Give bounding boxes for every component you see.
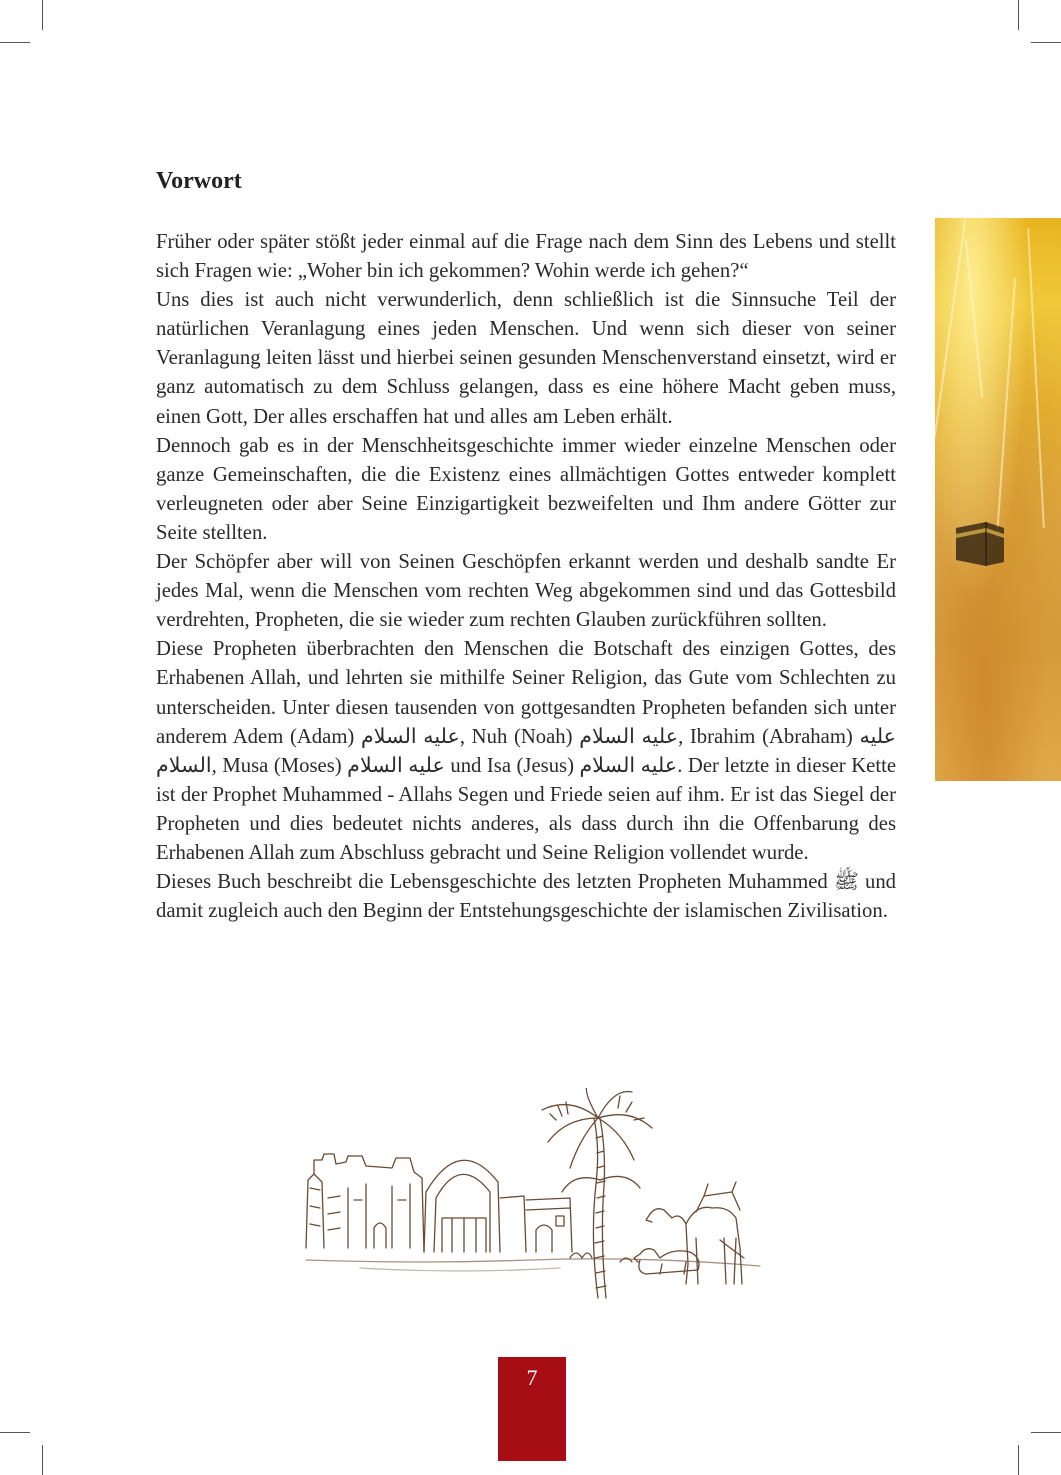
crop-mark xyxy=(1018,1445,1019,1475)
body-text xyxy=(156,228,896,926)
crop-mark xyxy=(1031,1432,1061,1433)
paragraph: Dennoch gab es in der Menschheitsgeschichte immer wieder einzelne Menschen oder ganze Gemeinschaften, die die Existenz eines allmächtigen Gottes entweder komplett verleugneten oder aber Seine Einzigartigkeit bezweifelten und Ihm andere Götter zur Seite stellten. xyxy=(156,434,896,544)
crop-mark xyxy=(1018,0,1019,30)
light-streak xyxy=(1027,228,1045,528)
crop-mark xyxy=(1031,42,1061,43)
paragraph: Dieses Buch beschreibt die Lebensgeschichte des letzten Propheten Muhammed ﷺ und damit zugleich auch den Beginn der Entstehungsgeschichte der islamischen Zivilisation. xyxy=(156,871,896,923)
paragraph: Früher oder später stößt jeder einmal auf die Frage nach dem Sinn des Lebens und stellt sich Fragen wie: „Woher bin ich gekommen? Wohin werde ich gehen?“ xyxy=(156,231,896,283)
page-title: Vorwort xyxy=(156,168,242,194)
crop-mark xyxy=(42,0,43,30)
light-streak xyxy=(996,278,1016,538)
paragraph: Uns dies ist auch nicht verwunderlich, denn schließlich ist die Sinnsuche Teil der natürlichen Veranlagung eines jeden Menschen. Und wenn sich dieser von seiner Veranlagung leiten lässt und hierbei seinen gesunden Menschenverstand einsetzt, wird er ganz automatisch zu dem Schluss gelangen, dass es eine höhere Macht geben muss, einen Gott, Der alles erschaffen hat und alles am Leben erhält. xyxy=(156,289,896,428)
paragraph: Der Schöpfer aber will von Seinen Geschöpfen erkannt werden und deshalb sandte Er jedes Mal, wenn die Menschen vom rechten Weg abgekommen sind und das Gottesbild verdrehten, Propheten, die sie wieder zum rechten Glauben zurückführen sollten. xyxy=(156,551,896,632)
crop-mark xyxy=(0,1432,30,1433)
crop-mark xyxy=(0,42,30,43)
desert-ruins-sketch-illustration xyxy=(300,1088,770,1310)
kaaba-icon xyxy=(952,520,1006,566)
crop-mark xyxy=(42,1445,43,1475)
page-number-box xyxy=(498,1357,566,1461)
paragraph: Diese Propheten überbrachten den Menschen die Botschaft des einzigen Gottes, des Erhabenen Allah, und lehrten sie mithilfe Seiner Religion, das Gute vom Schlechten zu unterscheiden. Unter diesen tausenden von gottgesandten Propheten befanden sich unter anderem Adem (Adam) عليه السلام, Nuh (Noah) عليه السلام, Ibrahim (Abraham) عليه السلام, Musa (Moses) عليه السلام und Isa (Jesus) عليه السلام. Der letzte in dieser Kette ist der Prophet Muhammed - Allahs Segen und Friede seien auf ihm. Er ist das Siegel der Propheten und dies bedeutet nichts anderes, als dass durch ihn die Offenbarung des Erhabenen Allah zum Abschluss gebracht und Seine Religion vollendet wurde. xyxy=(156,638,897,864)
light-streak xyxy=(965,238,984,397)
page-number: 7 xyxy=(526,1365,538,1390)
golden-kaaba-strip-image xyxy=(935,218,1061,781)
light-streak xyxy=(935,219,966,437)
